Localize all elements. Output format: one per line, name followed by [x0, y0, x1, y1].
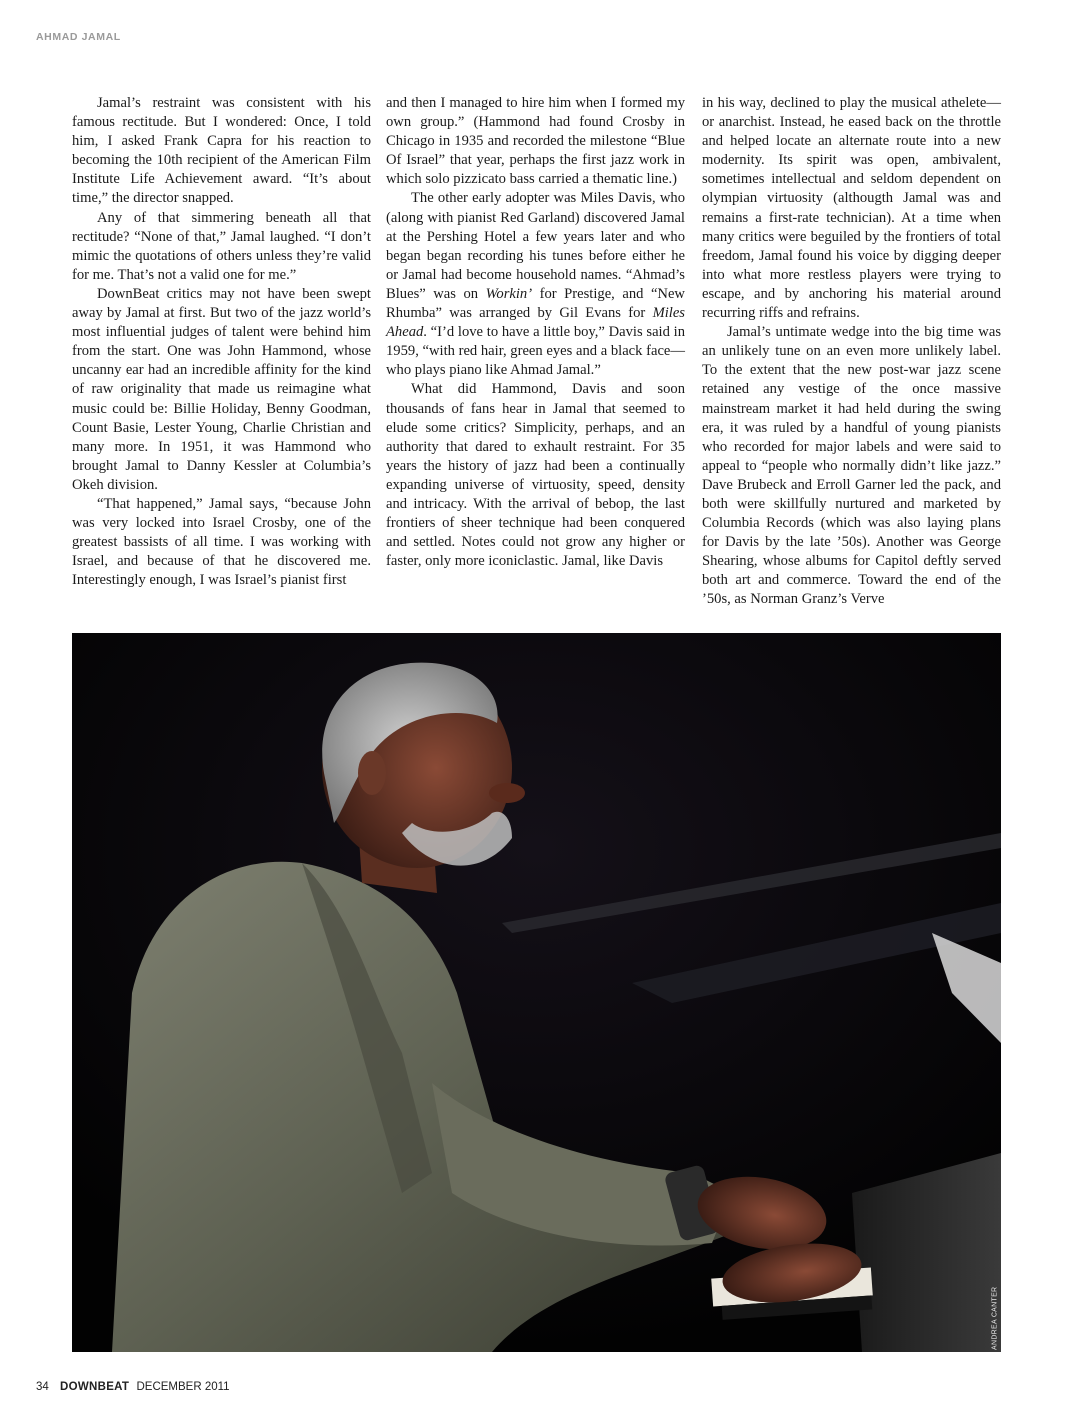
page-number: 34 — [36, 1381, 49, 1393]
article-column-2 — [386, 94, 685, 571]
album-title: Miles Ahead — [386, 305, 685, 341]
photo-credit: ANDREA CANTER — [991, 1286, 998, 1350]
running-head: AHMAD JAMAL — [36, 31, 121, 43]
page-footer — [36, 1381, 230, 1393]
paragraph: Jamal’s restraint was consistent with his famous rectitude. But I wondered: Once, I told him, I asked Frank Capra for his reaction to becoming the 10th recipient of the American Film Institute Life Achievement award. “It’s about time,” the director snapped. — [72, 95, 371, 207]
pianist-photo — [72, 633, 1001, 1352]
paragraph: Any of that simmering beneath all that rectitude? “None of that,” Jamal laughed. “I don’t mimic the quotations of others unless they’re valid for me. That’s not a valid one for me.” — [72, 209, 371, 283]
magazine-name: DOWNBEAT — [60, 1381, 130, 1393]
photo-illustration — [72, 633, 1001, 1352]
album-title: Workin’ — [485, 285, 533, 302]
paragraph: Jamal’s untimate wedge into the big time was an unlikely tune on an even more unlikely label. To the extent that the new post-war jazz scene retained any vestige of the once massive mainstream market it had held during the swing era, it was ruled by a handful of young pianists who recorded for major labels and were said to appeal to “people who normally didn’t like jazz.” Dave Brubeck and Erroll Garner led the pack, and both were skillfully nurtured and marketed by Columbia Records (which was also laying plans for Davis by the late ’50s). Another was George Shearing, whose albums for Capitol deftly served both art and commerce. Toward the end of the ’50s, as Norman Granz’s Verve — [702, 324, 1001, 608]
paragraph-continued: and then I managed to hire him when I formed my own group.” (Hammond had found Crosby in Chicago in 1935 and recorded the milestone “Blue Of Israel” that year, perhaps the first jazz work in which solo pizzicato bass carried a thematic line.) — [386, 95, 685, 188]
article-column-3 — [702, 94, 1001, 610]
issue-date: DECEMBER 2011 — [136, 1381, 230, 1393]
paragraph: “That happened,” Jamal says, “because John was very locked into Israel Crosby, one of the greatest bassists of all time. I was working with Israel, and because of that he discovered me. Interestingly enough, I was Israel’s pianist first — [72, 495, 371, 589]
paragraph: What did Hammond, Davis and soon thousands of fans hear in Jamal that seemed to elude some critics? Simplicity, perhaps, and an authority that dared to exhault restraint. For 35 years the history of jazz had been a continually expanding universe of virtuosity, speed, density and intricacy. With the arrival of bebop, the last frontiers of sheer technique had been conquered and settled. Notes could not grow any higher or faster, only more iconiclastic. Jamal, like Davis — [386, 381, 685, 570]
article-column-1 — [72, 94, 371, 590]
paragraph: The other early adopter was Miles Davis, who (along with pianist Red Garland) discovered Jamal at the Pershing Hotel a few years later and who began began recording his tunes before either he or Jamal had become household names. “Ahmad’s Blues” was on Workin’ for Prestige, and “New Rhumba” was arranged by Gil Evans for Miles Ahead. “I’d love to have a little boy,” Davis said in 1959, “with red hair, green eyes and a black face—who plays piano like Ahmad Jamal.” — [386, 190, 685, 379]
paragraph: DownBeat critics may not have been swept away by Jamal at first. But two of the jazz world’s most influential judges of talent were behind him from the start. One was John Hammond, whose uncanny ear had an incredible affinity for the kind of raw originality that made us reimagine what music could be: Billie Holiday, Benny Goodman, Count Basie, Lester Young, Charlie Christian and many more. In 1951, it was Hammond who brought Jamal to Danny Kessler at Columbia’s Okeh division. — [72, 285, 371, 493]
paragraph-continued: in his way, declined to play the musical athelete—or anarchist. Instead, he eased back on the throttle and helped locate an alternate route into a new modernity. Its spirit was open, ambivalent, sometimes intellectual and seldom dependent on olympian virtuosity (althougth Jamal was and remains a first-rate technician). At a time when many critics were beguiled by the frontiers of total freedom, Jamal found his voice by digging deeper into what more restless players were trying to escape, and by anchoring his material around recurring riffs and refrains. — [702, 95, 1001, 322]
